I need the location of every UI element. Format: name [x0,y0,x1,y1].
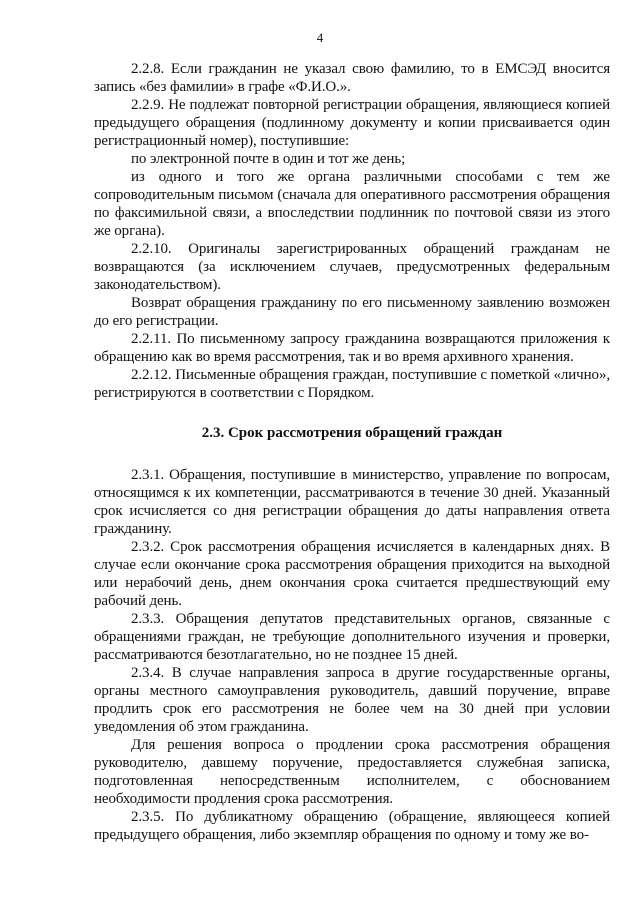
section-heading: 2.3. Срок рассмотрения обращений граждан [201,425,503,441]
paragraph-2-3-2: 2.3.2. Срок рассмотрения обращения исчисляется в календарных днях. В случае если окончание срока рассмотрения обращения приходится на выходной или нерабочий день, днем окончания срока считается предшествующий ему рабочий день. [94,539,610,609]
paragraph-2-2-11: 2.2.11. По письменному запросу гражданина возвращаются приложения к обращению как во время рассмотрения, так и во время архивного хранения. [94,331,610,365]
document-body [94,60,610,844]
paragraph-same-organ: из одного и того же органа различными способами с тем же сопроводительным письмом (сначала для оперативного рассмотрения обращения по факсимильной связи, а впоследствии подлинник по почтовой связи из этого же органа). [94,169,610,239]
paragraph-extension-request: Для решения вопроса о продлении срока рассмотрения обращения руководителю, давшему поручение, предоставляется служебная записка, подготовленная непосредственным исполнителем, с обоснованием необходимости продления срока рассмотрения. [94,737,610,807]
paragraph-2-3-5: 2.3.5. По дубликатному обращению (обращение, являющееся копией предыдущего обращения, либо экземпляр обращения по одному и тому же во- [94,809,610,843]
paragraph-2-2-9: 2.2.9. Не подлежат повторной регистрации обращения, являющиеся копией предыдущего обращения (подлинному документу и копии присваивается один регистрационный номер), поступившие: [94,97,610,149]
paragraph-return-before-registration: Возврат обращения гражданину по его письменному заявлению возможен до его регистрации. [94,295,610,329]
paragraph-2-3-1: 2.3.1. Обращения, поступившие в министерство, управление по вопросам, относящимся к их компетенции, рассматриваются в течение 30 дней. Указанный срок исчисляется со дня регистрации обращения до даты направления ответа гражданину. [94,467,610,537]
page-number: 4 [316,30,324,45]
paragraph-2-3-3: 2.3.3. Обращения депутатов представительных органов, связанные с обращениями граждан, не требующие дополнительного изучения и проверки, рассматриваются безотлагательно, но не позднее 15 дней. [94,611,610,663]
paragraph-2-2-12: 2.2.12. Письменные обращения граждан, поступившие с пометкой «лично», регистрируются в соответствии с Порядком. [94,367,610,401]
paragraph-email-same-day: по электронной почте в один и тот же день; [131,151,406,167]
paragraph-2-2-8: 2.2.8. Если гражданин не указал свою фамилию, то в ЕМСЭД вносится запись «без фамилии» в графе «Ф.И.О.». [94,61,610,95]
paragraph-2-3-4: 2.3.4. В случае направления запроса в другие государственные органы, органы местного самоуправления руководитель, давший поручение, вправе продлить срок его рассмотрения не более чем на 30 дней при условии уведомления об этом гражданина. [94,665,610,735]
paragraph-2-2-10: 2.2.10. Оригиналы зарегистрированных обращений гражданам не возвращаются (за исключением случаев, предусмотренных федеральным законодательством). [94,241,610,293]
